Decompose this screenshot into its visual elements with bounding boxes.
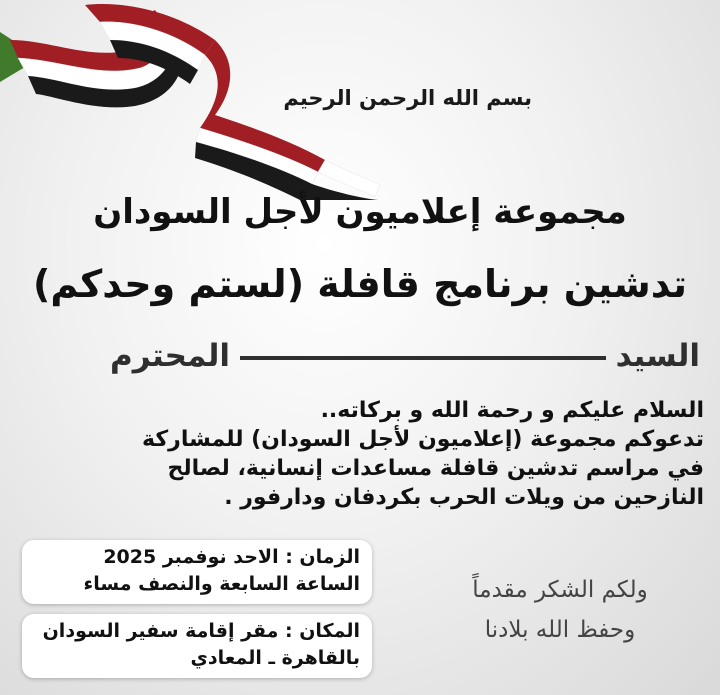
closing-thanks: ولكم الشكر مقدماً	[472, 577, 648, 603]
program-title: تدشين برنامج قافلة (لستم وحدكم)	[33, 262, 687, 306]
body-line: في مراسم تدشين قافلة مساعدات إنسانية، لصالح	[167, 456, 704, 481]
time-box	[22, 540, 372, 604]
place-line-2: بالقاهرة ـ المعادي	[190, 647, 360, 669]
closing-blessing: وحفظ الله بلادنا	[484, 617, 636, 643]
addressee-blank-line	[240, 356, 606, 360]
time-line-2: الساعة السابعة والنصف مساء	[83, 573, 360, 595]
body-line: تدعوكم مجموعة (إعلاميون لأجل السودان) للمشاركة	[142, 427, 704, 452]
group-title: مجموعة إعلاميون لأجل السودان	[93, 192, 627, 232]
addressee-prefix: السيد	[615, 338, 700, 374]
time-line-1: الزمان : الاحد نوفمبر 2025	[103, 546, 360, 568]
bismillah-text: بسم الله الرحمن الرحيم	[283, 86, 532, 110]
addressee-line	[110, 336, 700, 376]
place-box	[22, 614, 372, 678]
addressee-suffix: المحترم	[110, 338, 231, 374]
place-line-1: المكان : مقر إقامة سفير السودان	[42, 620, 360, 642]
invitation-body	[24, 396, 704, 512]
body-line: النازحين من ويلات الحرب بكردفان ودارفور .	[224, 485, 704, 510]
body-line: السلام عليكم و رحمة الله و بركاته..	[320, 398, 704, 423]
